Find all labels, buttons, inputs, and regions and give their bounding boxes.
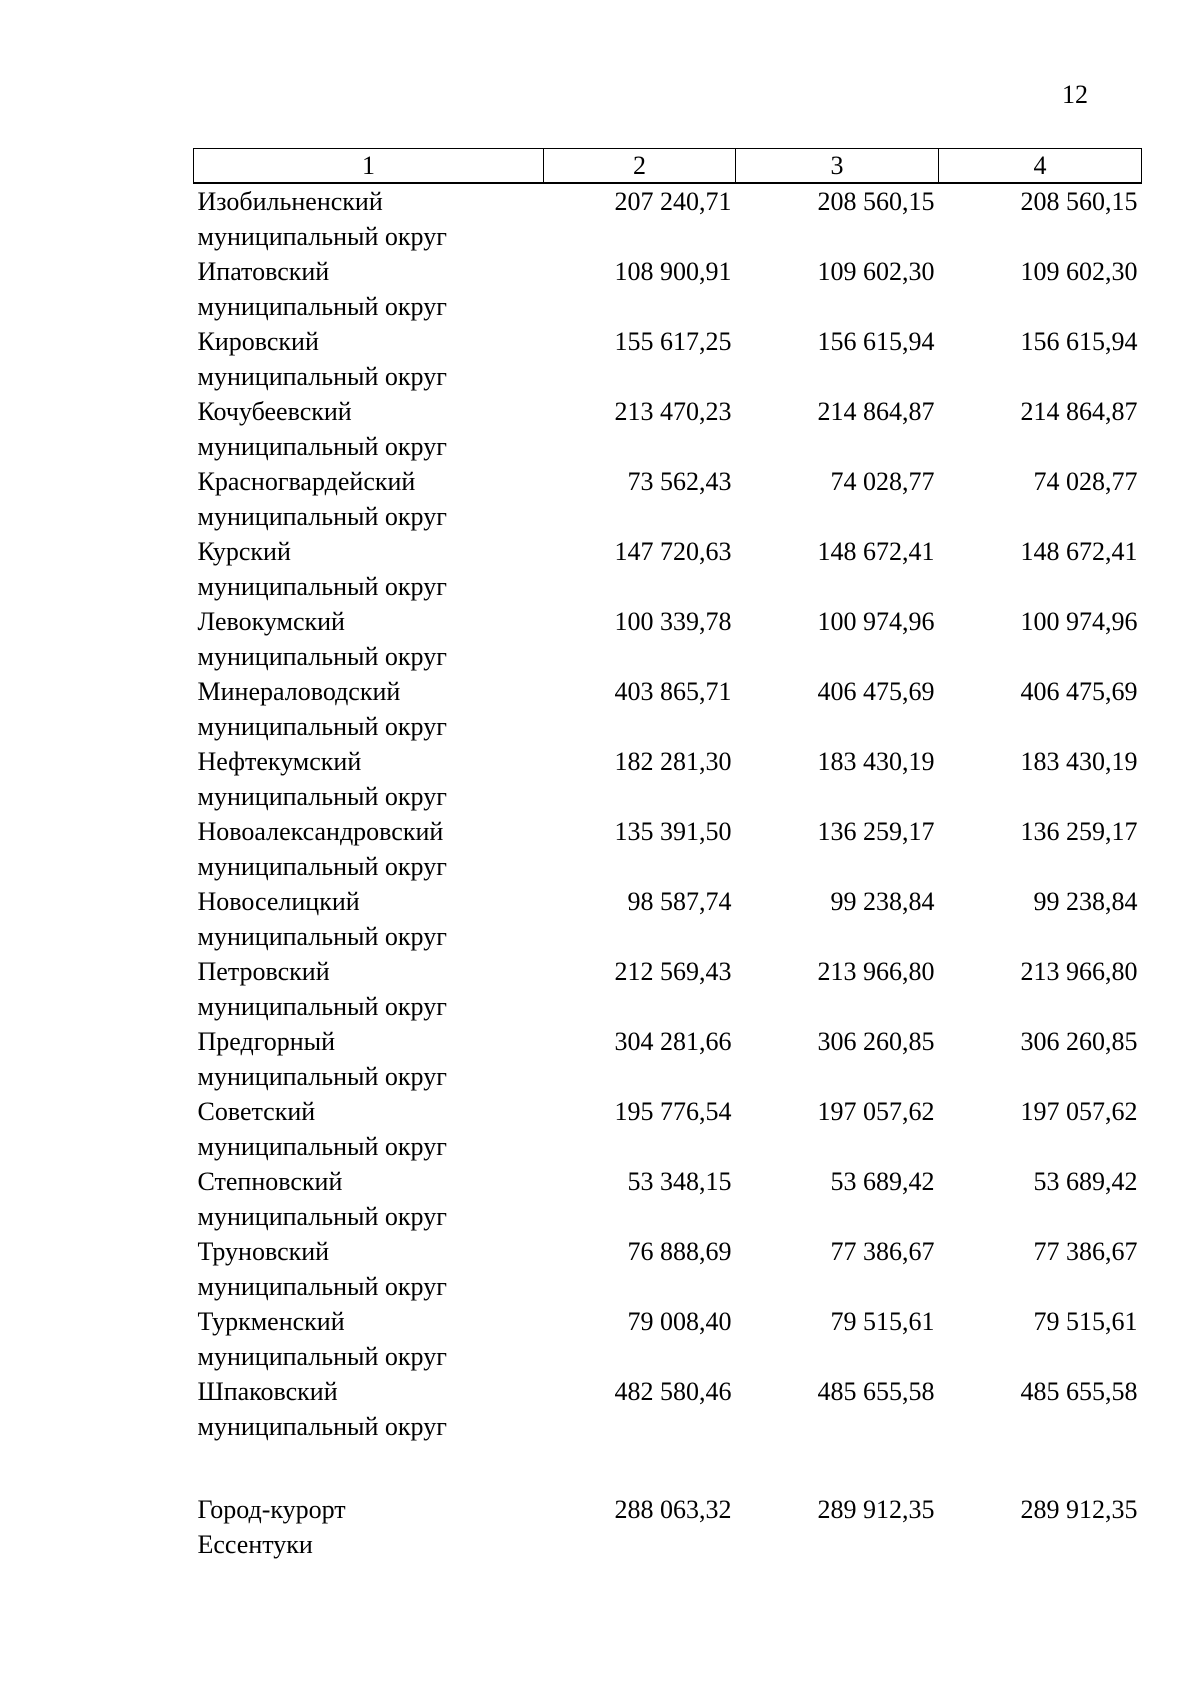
value-col-4: 214 864,87	[1020, 397, 1138, 426]
value-col-3: 156 615,94	[817, 327, 935, 356]
table-row	[194, 744, 1142, 814]
value-col-2: 100 339,78	[614, 607, 732, 636]
table-row	[194, 604, 1142, 674]
district-name-cell	[194, 674, 544, 744]
value-col-2: 147 720,63	[614, 537, 732, 566]
column-header-2: 2	[544, 149, 736, 184]
value-col-2: 213 470,23	[614, 397, 732, 426]
district-name-cell	[194, 744, 544, 814]
district-name-cell	[194, 814, 544, 884]
value-col-4: 183 430,19	[1020, 747, 1138, 776]
table-row	[194, 183, 1142, 254]
value-col-2: 403 865,71	[614, 677, 732, 706]
district-type: муниципальный округ	[197, 292, 447, 321]
value-col-2: 79 008,40	[627, 1307, 732, 1336]
district-name: Кировский	[197, 327, 319, 356]
table-row	[194, 1024, 1142, 1094]
district-type: муниципальный округ	[197, 1412, 447, 1441]
district-name-cell	[194, 884, 544, 954]
table-row	[194, 884, 1142, 954]
district-type: муниципальный округ	[197, 922, 447, 951]
value-col-3: 53 689,42	[830, 1167, 935, 1196]
district-name-cell	[194, 1164, 544, 1234]
table-row	[194, 814, 1142, 884]
district-name-cell	[194, 464, 544, 534]
value-col-2: 304 281,66	[614, 1027, 732, 1056]
value-col-4: 79 515,61	[1033, 1307, 1138, 1336]
district-name: Советский	[197, 1097, 316, 1126]
spacer-row	[194, 1444, 1142, 1492]
table-row	[194, 1094, 1142, 1164]
district-name: Предгорный	[197, 1027, 336, 1056]
district-name: Кочубеевский	[197, 397, 352, 426]
page-number: 12	[1062, 80, 1088, 109]
value-col-3: 214 864,87	[817, 397, 935, 426]
value-col-4: 208 560,15	[1020, 187, 1138, 216]
value-col-2: 135 391,50	[614, 817, 732, 846]
table-header	[194, 149, 1142, 184]
value-col-4: 109 602,30	[1020, 257, 1138, 286]
table-row	[194, 674, 1142, 744]
final-value-col-4: 289 912,35	[1020, 1495, 1138, 1524]
value-col-2: 182 281,30	[614, 747, 732, 776]
value-col-3: 485 655,58	[817, 1377, 935, 1406]
district-type: муниципальный округ	[197, 782, 447, 811]
district-name-cell	[194, 1374, 544, 1444]
value-col-3: 208 560,15	[817, 187, 935, 216]
value-col-3: 109 602,30	[817, 257, 935, 286]
district-type: муниципальный округ	[197, 362, 447, 391]
value-col-4: 306 260,85	[1020, 1027, 1138, 1056]
value-col-4: 197 057,62	[1020, 1097, 1138, 1126]
table-row	[194, 1164, 1142, 1234]
column-header-4: 4	[939, 149, 1142, 184]
value-col-2: 155 617,25	[614, 327, 732, 356]
district-type: муниципальный округ	[197, 222, 447, 251]
value-col-2: 108 900,91	[614, 257, 732, 286]
district-name: Ипатовский	[197, 257, 330, 286]
district-name: Новоселицкий	[197, 887, 360, 916]
district-name-cell	[194, 534, 544, 604]
value-col-3: 77 386,67	[830, 1237, 935, 1266]
table-row-final	[194, 1492, 1142, 1562]
district-type: муниципальный округ	[197, 432, 447, 461]
final-value-col-3: 289 912,35	[817, 1495, 935, 1524]
value-col-4: 148 672,41	[1020, 537, 1138, 566]
table-row	[194, 464, 1142, 534]
value-col-4: 156 615,94	[1020, 327, 1138, 356]
value-col-4: 213 966,80	[1020, 957, 1138, 986]
value-col-2: 98 587,74	[627, 887, 732, 916]
district-type: муниципальный округ	[197, 1202, 447, 1231]
value-col-4: 136 259,17	[1020, 817, 1138, 846]
table-row	[194, 1304, 1142, 1374]
district-name: Нефтекумский	[197, 747, 362, 776]
district-name: Шпаковский	[197, 1377, 338, 1406]
district-name: Красногвардейский	[197, 467, 416, 496]
value-col-2: 195 776,54	[614, 1097, 732, 1126]
district-name: Степновский	[197, 1167, 343, 1196]
value-col-3: 148 672,41	[817, 537, 935, 566]
district-type: муниципальный округ	[197, 1062, 447, 1091]
value-col-4: 77 386,67	[1033, 1237, 1138, 1266]
value-col-4: 74 028,77	[1033, 467, 1138, 496]
table-row	[194, 1234, 1142, 1304]
final-value-col-2: 288 063,32	[614, 1495, 732, 1524]
city-name-line2: Ессентуки	[197, 1530, 313, 1559]
value-col-2: 212 569,43	[614, 957, 732, 986]
district-name: Туркменский	[197, 1307, 345, 1336]
value-col-3: 79 515,61	[830, 1307, 935, 1336]
city-name-line1: Город-курорт	[197, 1495, 346, 1524]
value-col-4: 99 238,84	[1033, 887, 1138, 916]
district-name-cell	[194, 954, 544, 1024]
value-col-3: 406 475,69	[817, 677, 935, 706]
table-body	[194, 183, 1142, 1444]
value-col-3: 306 260,85	[817, 1027, 935, 1056]
district-type: муниципальный округ	[197, 502, 447, 531]
final-section	[194, 1444, 1142, 1562]
district-name-cell	[194, 183, 544, 254]
district-name: Труновский	[197, 1237, 330, 1266]
value-col-4: 100 974,96	[1020, 607, 1138, 636]
district-name-cell	[194, 324, 544, 394]
district-name-cell	[194, 254, 544, 324]
value-col-4: 485 655,58	[1020, 1377, 1138, 1406]
column-header-3: 3	[736, 149, 939, 184]
value-col-4: 53 689,42	[1033, 1167, 1138, 1196]
district-type: муниципальный округ	[197, 642, 447, 671]
district-type: муниципальный округ	[197, 1272, 447, 1301]
district-name: Минераловодский	[197, 677, 401, 706]
value-col-2: 73 562,43	[627, 467, 732, 496]
district-name-cell	[194, 604, 544, 674]
district-name: Курский	[197, 537, 291, 566]
district-name-cell	[194, 1304, 544, 1374]
value-col-4: 406 475,69	[1020, 677, 1138, 706]
value-col-2: 76 888,69	[627, 1237, 732, 1266]
district-type: муниципальный округ	[197, 572, 447, 601]
value-col-3: 213 966,80	[817, 957, 935, 986]
column-header-1: 1	[194, 149, 544, 184]
table-row	[194, 254, 1142, 324]
district-name-cell	[194, 394, 544, 464]
value-col-2: 207 240,71	[614, 187, 732, 216]
value-col-3: 183 430,19	[817, 747, 935, 776]
header-row	[194, 149, 1142, 184]
district-type: муниципальный округ	[197, 1132, 447, 1161]
district-type: муниципальный округ	[197, 712, 447, 741]
district-name-cell	[194, 1234, 544, 1304]
table-row	[194, 534, 1142, 604]
budget-table	[193, 148, 1142, 1562]
value-col-3: 99 238,84	[830, 887, 935, 916]
district-name: Новоалександровский	[197, 817, 444, 846]
district-type: муниципальный округ	[197, 852, 447, 881]
value-col-3: 100 974,96	[817, 607, 935, 636]
district-type: муниципальный округ	[197, 992, 447, 1021]
district-name-cell	[194, 1024, 544, 1094]
table-row	[194, 954, 1142, 1024]
table-row	[194, 324, 1142, 394]
value-col-3: 74 028,77	[830, 467, 935, 496]
table-row	[194, 1374, 1142, 1444]
value-col-3: 197 057,62	[817, 1097, 935, 1126]
city-name-cell	[194, 1492, 544, 1562]
district-name: Левокумский	[197, 607, 345, 636]
value-col-2: 53 348,15	[627, 1167, 732, 1196]
district-name-cell	[194, 1094, 544, 1164]
district-name: Петровский	[197, 957, 330, 986]
district-name: Изобильненский	[197, 187, 383, 216]
value-col-2: 482 580,46	[614, 1377, 732, 1406]
value-col-3: 136 259,17	[817, 817, 935, 846]
district-type: муниципальный округ	[197, 1342, 447, 1371]
table-row	[194, 394, 1142, 464]
